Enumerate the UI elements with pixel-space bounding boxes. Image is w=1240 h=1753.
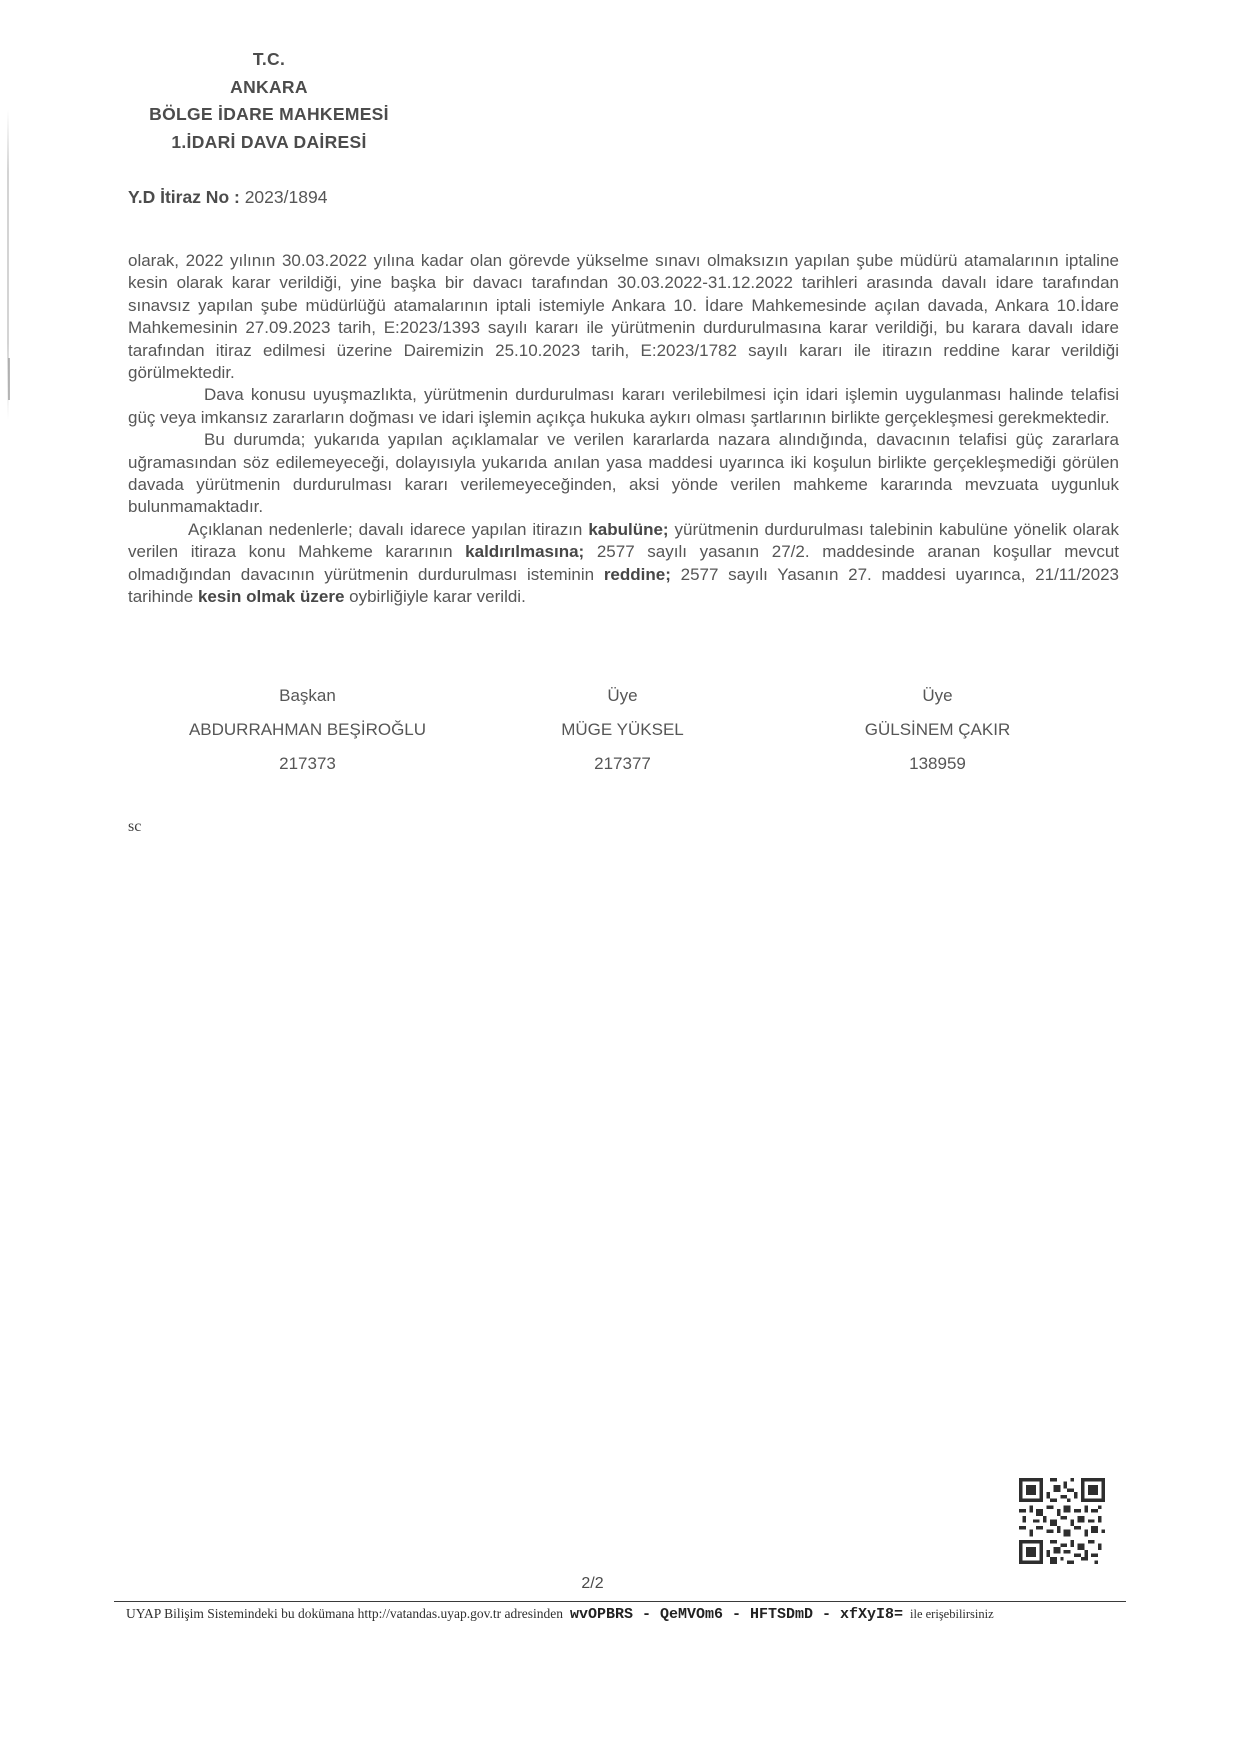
court-header <box>130 46 408 156</box>
footer-prefix: UYAP Bilişim Sistemindeki bu dokümana http://vatandas.uyap.gov.tr adresinden <box>126 1606 563 1621</box>
footer-verification-code: wvOPBRS - QeMVOm6 - HFTSDmD - xfXyI8= <box>569 1606 904 1623</box>
signature-member-1 <box>465 679 780 781</box>
signature-name: MÜGE YÜKSEL <box>561 720 684 739</box>
footer-verification-line <box>126 1606 1126 1623</box>
ruling-reddine: reddine; <box>603 564 671 584</box>
signature-registry-no: 138959 <box>909 754 966 773</box>
paragraph-assessment: Bu durumda; yukarıda yapılan açıklamalar ve verilen kararlarda nazara alındığında, davacının telafisi güç zararlara uğramasından söz edilemeyeceği, dolayısıyla yukarıda anılan yasa maddesi uyarınca iki koşulun birlikte gerçekleşmediği görülen davada yürütmenin durdurulması kararı verilemeyeceğinden, aksi yönde verilen mahkeme kararında mevzuata uygunluk bulunmamaktadır. <box>128 430 1119 517</box>
signature-role: Üye <box>607 686 638 705</box>
decision-text <box>128 250 1119 609</box>
qr-code-icon <box>1019 1478 1105 1564</box>
case-number-value: 2023/1894 <box>244 187 328 207</box>
ruling-text: 2577 sayılı Yasanın 27. maddesi uyarınca, 21/11/2023 tarihinde <box>128 564 1119 607</box>
page-number: 2/2 <box>581 1575 604 1592</box>
paragraph-legal-standard: Dava konusu uyuşmazlıkta, yürütmenin durdurulması kararı verilebilmesi için idari işlemin uygulanması halinde telafisi güç veya imkansız zararların doğması ve idari işlemin açıkça hukuka aykırı olması şartlarının birlikte gerçekleşmesi gerekmektedir. <box>128 385 1119 427</box>
signature-role: Üye <box>922 686 953 705</box>
signature-registry-no: 217377 <box>594 754 651 773</box>
scan-artifact <box>8 358 10 400</box>
ruling-text: Açıklanan nedenlerle; davalı idarece yapılan itirazın <box>188 519 589 539</box>
header-chamber: 1.İDARİ DAVA DAİRESİ <box>171 131 367 152</box>
paragraph-continuation: olarak, 2022 yılının 30.03.2022 yılına kadar olan görevde yükselme sınavı olmaksızın yapılan şube müdürü atamalarının iptaline kesin olarak karar verildiği, yine başka bir davacı tarafından 30.03.2022-31.12.2022 tarihleri arasında davalı idare tarafından sınavsız yapılan şube müdürlüğü atamalarının iptali istemiyle Ankara 10. İdare Mahkemesinde açılan davada, Ankara 10.İdare Mahkemesinin 27.09.2023 tarih, E:2023/1393 sayılı kararı ile yürütmenin durdurulmasına karar verildiği, bu karara davalı idare tarafından itiraz edilmesi üzerine Dairemizin 25.10.2023 tarih, E:2023/1782 sayılı kararı ile itirazın reddine karar verildiği görülmektedir. <box>128 251 1119 383</box>
header-city: ANKARA <box>230 76 308 97</box>
signature-registry-no: 217373 <box>279 754 336 773</box>
footer-divider <box>114 1601 1126 1602</box>
ruling-text: oybirliğiyle karar verildi. <box>344 587 526 607</box>
signature-member-2 <box>780 679 1095 781</box>
footer-suffix: ile erişebilirsiniz <box>910 1607 994 1621</box>
ruling-kesin: kesin olmak üzere <box>197 587 345 607</box>
clerk-initials: sc <box>128 818 142 835</box>
paragraph-ruling <box>128 519 1119 609</box>
signature-name: GÜLSİNEM ÇAKIR <box>864 720 1011 739</box>
ruling-text: 2577 sayılı yasanın 27/2. maddesinde aranan koşullar mevcut olmadığından davacının yürütmenin durdurulması isteminin <box>128 542 1119 584</box>
ruling-kabulune: kabulüne; <box>588 519 669 539</box>
header-court: BÖLGE İDARE MAHKEMESİ <box>149 104 389 124</box>
ruling-text: yürütmenin durdurulması talebinin kabulüne yönelik olarak verilen itiraza konu Mahkeme kararının <box>128 519 1119 562</box>
signature-role: Başkan <box>279 686 336 705</box>
signature-block <box>150 679 1095 781</box>
signature-president <box>150 679 465 781</box>
signature-name: ABDURRAHMAN BEŞİROĞLU <box>188 720 427 739</box>
header-republic: T.C. <box>252 49 286 69</box>
case-number-label: Y.D İtiraz No : <box>128 187 240 207</box>
case-number-line <box>128 187 327 208</box>
ruling-kaldirilmasina: kaldırılmasına; <box>465 542 585 562</box>
